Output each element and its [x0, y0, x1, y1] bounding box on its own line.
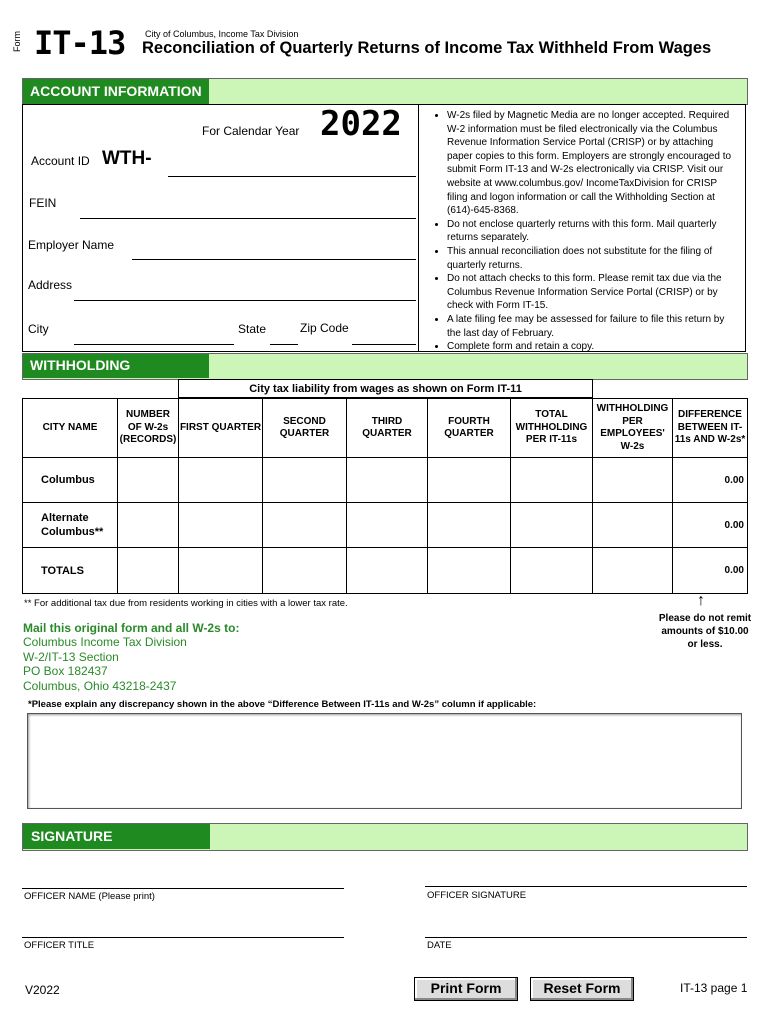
- date-label: DATE: [427, 940, 452, 951]
- table-footnote: ** For additional tax due from residents working in cities with a lower tax rate.: [24, 598, 348, 609]
- state-label: State: [238, 322, 267, 336]
- officer-signature-label: OFFICER SIGNATURE: [427, 890, 527, 901]
- row-name: Alternate Columbus**: [23, 503, 118, 548]
- employer-name-label: Employer Name: [28, 238, 115, 252]
- column-header: SECOND QUARTER: [263, 399, 347, 458]
- withholding-section-label: WITHHOLDING: [23, 354, 209, 378]
- column-header: TOTAL WITHHOLDING PER IT-11s: [511, 399, 593, 458]
- mail-heading: Mail this original form and all W-2s to:: [23, 621, 240, 635]
- difference-cell: 0.00: [673, 548, 748, 594]
- total-it11-cell[interactable]: [511, 503, 593, 548]
- account-section-label: ACCOUNT INFORMATION: [23, 79, 209, 104]
- q3-cell[interactable]: [347, 458, 428, 503]
- officer-name-field[interactable]: [22, 888, 344, 889]
- note-item: • This annual reconciliation does not substitute for the filing of quarterly returns.: [447, 245, 739, 272]
- employer-name-field[interactable]: [132, 259, 416, 260]
- total-it11-cell[interactable]: [511, 458, 593, 503]
- w2-withholding-cell[interactable]: [593, 548, 673, 594]
- officer-name-label: OFFICER NAME (Please print): [24, 891, 155, 902]
- note-item: • Do not attach checks to this form. Please remit tax due via the Columbus Revenue Information Service Portal (CRISP) or by check with Form IT-15.: [447, 272, 739, 313]
- note-item: • A late filing fee may be assessed for failure to file this return by the last day of February.: [447, 313, 739, 340]
- date-field[interactable]: [425, 937, 747, 938]
- zip-field[interactable]: [352, 344, 416, 345]
- q4-cell[interactable]: [428, 548, 511, 594]
- table-row: [23, 458, 748, 503]
- remit-note: Please do not remit amounts of $10.00 or less.: [658, 613, 752, 650]
- q2-cell[interactable]: [263, 458, 347, 503]
- mail-line: Columbus Income Tax Division: [23, 635, 187, 649]
- table-header-row: [23, 399, 748, 458]
- liability-header: City tax liability from wages as shown on Form IT-11: [178, 379, 593, 398]
- column-header: WITHHOLDING PER EMPLOYEES' W-2s: [593, 399, 673, 458]
- form-word: Form: [12, 31, 22, 52]
- calendar-year-label: For Calendar Year: [202, 124, 300, 138]
- w2-count-cell[interactable]: [118, 458, 179, 503]
- column-header: NUMBER OF W-2s (RECORDS): [118, 399, 179, 458]
- account-id-prefix: WTH-: [102, 148, 152, 169]
- address-field[interactable]: [74, 300, 416, 301]
- row-name: Columbus: [23, 458, 118, 503]
- q2-cell[interactable]: [263, 548, 347, 594]
- form-number: IT-13: [34, 24, 126, 62]
- page-number: IT-13 page 1: [680, 981, 748, 995]
- explain-label: *Please explain any discrepancy shown in the above “Difference Between IT-11s and W-2s” column if applicable:: [28, 699, 537, 710]
- note-item: • Do not enclose quarterly returns with this form. Mail quarterly returns separately.: [447, 218, 739, 245]
- column-header: CITY NAME: [23, 399, 118, 458]
- version-label: V2022: [25, 983, 60, 997]
- account-id-label: Account ID: [31, 154, 90, 168]
- city-field[interactable]: [74, 344, 234, 345]
- q1-cell[interactable]: [179, 503, 263, 548]
- q1-cell[interactable]: [179, 548, 263, 594]
- fein-field[interactable]: [80, 218, 416, 219]
- agency-name: City of Columbus, Income Tax Division: [145, 29, 299, 39]
- mail-address: [23, 635, 187, 693]
- officer-title-label: OFFICER TITLE: [24, 940, 95, 951]
- column-header: FIRST QUARTER: [179, 399, 263, 458]
- column-header: THIRD QUARTER: [347, 399, 428, 458]
- q2-cell[interactable]: [263, 503, 347, 548]
- note-item: • W-2s filed by Magnetic Media are no longer accepted. Required W-2 information must be filed electronically via the Columbus Revenue Information Service Portal (CRISP) or by attaching paper copies to this form. Employers are strongly encouraged to submit Form IT-13 and W-2s electronically via CRISP. Visit our website at www.columbus.gov/ IncomeTaxDivision for CRISP filing and logon information or call the Withholding Section at (614)-645-8368.: [447, 109, 739, 218]
- q4-cell[interactable]: [428, 503, 511, 548]
- page-title: Reconciliation of Quarterly Returns of Income Tax Withheld From Wages: [142, 39, 712, 57]
- mail-line: W-2/IT-13 Section: [23, 649, 119, 664]
- column-header: DIFFERENCE BETWEEN IT-11s AND W-2s*: [673, 399, 748, 458]
- q1-cell[interactable]: [179, 458, 263, 503]
- print-form-button[interactable]: Print Form: [414, 977, 518, 1001]
- mail-line: Columbus, Ohio 43218-2437: [23, 678, 177, 693]
- officer-signature-field[interactable]: [425, 886, 747, 887]
- city-label: City: [28, 322, 49, 336]
- q3-cell[interactable]: [347, 548, 428, 594]
- w2-count-cell[interactable]: [118, 503, 179, 548]
- q4-cell[interactable]: [428, 458, 511, 503]
- total-it11-cell[interactable]: [511, 548, 593, 594]
- signature-section-label: SIGNATURE: [23, 824, 210, 849]
- zip-label: Zip Code: [300, 321, 349, 335]
- fein-label: FEIN: [29, 196, 57, 210]
- q3-cell[interactable]: [347, 503, 428, 548]
- officer-title-field[interactable]: [22, 937, 344, 938]
- w2-withholding-cell[interactable]: [593, 458, 673, 503]
- up-arrow-icon: ↑: [697, 592, 705, 609]
- account-id-field[interactable]: [168, 176, 416, 177]
- difference-cell: 0.00: [673, 458, 748, 503]
- notes-list: [431, 109, 739, 354]
- reset-form-button[interactable]: Reset Form: [530, 977, 634, 1001]
- explanation-textarea[interactable]: [27, 713, 742, 809]
- table-row: [23, 503, 748, 548]
- row-name: TOTALS: [23, 548, 118, 594]
- note-item: • Complete form and retain a copy.: [447, 340, 739, 354]
- table-row: [23, 548, 748, 594]
- tax-year: 2022: [320, 104, 402, 144]
- difference-cell: 0.00: [673, 503, 748, 548]
- state-field[interactable]: [270, 344, 298, 345]
- column-header: FOURTH QUARTER: [428, 399, 511, 458]
- notes-box: [419, 104, 746, 352]
- withholding-table: [22, 398, 748, 594]
- mail-line: PO Box 182437: [23, 664, 108, 679]
- w2-count-cell[interactable]: [118, 548, 179, 594]
- w2-withholding-cell[interactable]: [593, 503, 673, 548]
- address-label: Address: [28, 278, 73, 292]
